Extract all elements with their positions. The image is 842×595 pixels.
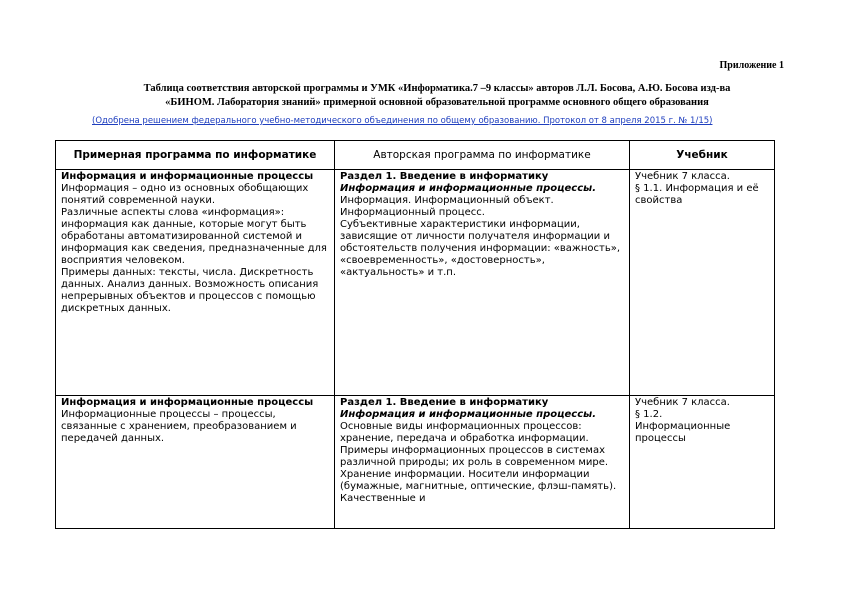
topic-title: Информация и информационные процессы [61,397,314,408]
approval-note[interactable]: (Одобрена решением федерального учебно-методического объединения по общему образованию. Протокол от 8 апреля 2015 г. № 1/15) [92,116,713,126]
table-header-row [56,141,775,170]
sample-program-cell [56,396,335,529]
document-title [92,82,782,109]
author-program-cell [335,170,630,396]
cell-text: Информация – одно из основных обобщающих понятий современной науки. [61,183,309,206]
appendix-label: Приложение 1 [719,60,784,71]
topic-heading: Информация и информационные процессы. [340,183,596,194]
cell-text: Информационные процессы – процессы, связанные с хранением, преобразованием и передачей данных. [61,409,297,444]
section-title: Раздел 1. Введение в информатику [340,171,549,182]
textbook-cell [630,170,775,396]
cell-text: Различные аспекты слова «информация»: информация как данные, которые могут быть обработаны автоматизированной системой и информация как сведения, предназначенные для восприятия человеком. [61,207,327,266]
table-row [56,396,775,529]
title-line-2: «БИНОМ. Лаборатория знаний» примерной основной образовательной программе основного общего образования [165,96,709,108]
topic-text: Информация. Информационный объект. Информационный процесс. [340,195,554,218]
topic-heading: Информация и информационные процессы. [340,409,596,420]
textbook-cell [630,396,775,529]
cell-text: Учебник 7 класса. [635,397,730,408]
column-header-author-program: Авторская программа по информатике [335,141,630,170]
topic-title: Информация и информационные процессы [61,171,314,182]
cell-text: Хранение информации. Носители информации (бумажные, магнитные, оптические, флэш-память). Качественные и [340,469,617,504]
sample-program-cell [56,170,335,396]
cell-text: Учебник 7 класса. [635,171,730,182]
section-title: Раздел 1. Введение в информатику [340,397,549,408]
author-program-cell [335,396,630,529]
cell-text: Информационные процессы [635,421,731,444]
column-header-sample-program: Примерная программа по информатике [56,141,335,170]
topic-text: Основные виды информационных процессов: хранение, передача и обработка информации. Примеры информационных процессов в системах различной природы; их роль в современном мире. [340,421,609,468]
cell-text: Примеры данных: тексты, числа. Дискретность данных. Анализ данных. Возможность описания непрерывных объектов и процессов с помощью дискретных данных. [61,267,319,314]
cell-text: § 1.2. [635,409,663,420]
table-row [56,170,775,396]
cell-text: Субъективные характеристики информации, зависящие от личности получателя информации и обстоятельств получения информации: «важность», «своевременность», «достоверность», «актуальность» и т.п. [340,219,621,278]
column-header-textbook: Учебник [630,141,775,170]
topic-paragraph [340,409,624,469]
title-line-1: Таблица соответствия авторской программы и УМК «Информатика.7 –9 классы» авторов Л.Л. Босова, А.Ю. Босова изд-ва [143,83,731,94]
correspondence-table [55,140,775,529]
topic-paragraph [340,183,624,219]
cell-text: § 1.1. Информация и её свойства [635,183,759,206]
